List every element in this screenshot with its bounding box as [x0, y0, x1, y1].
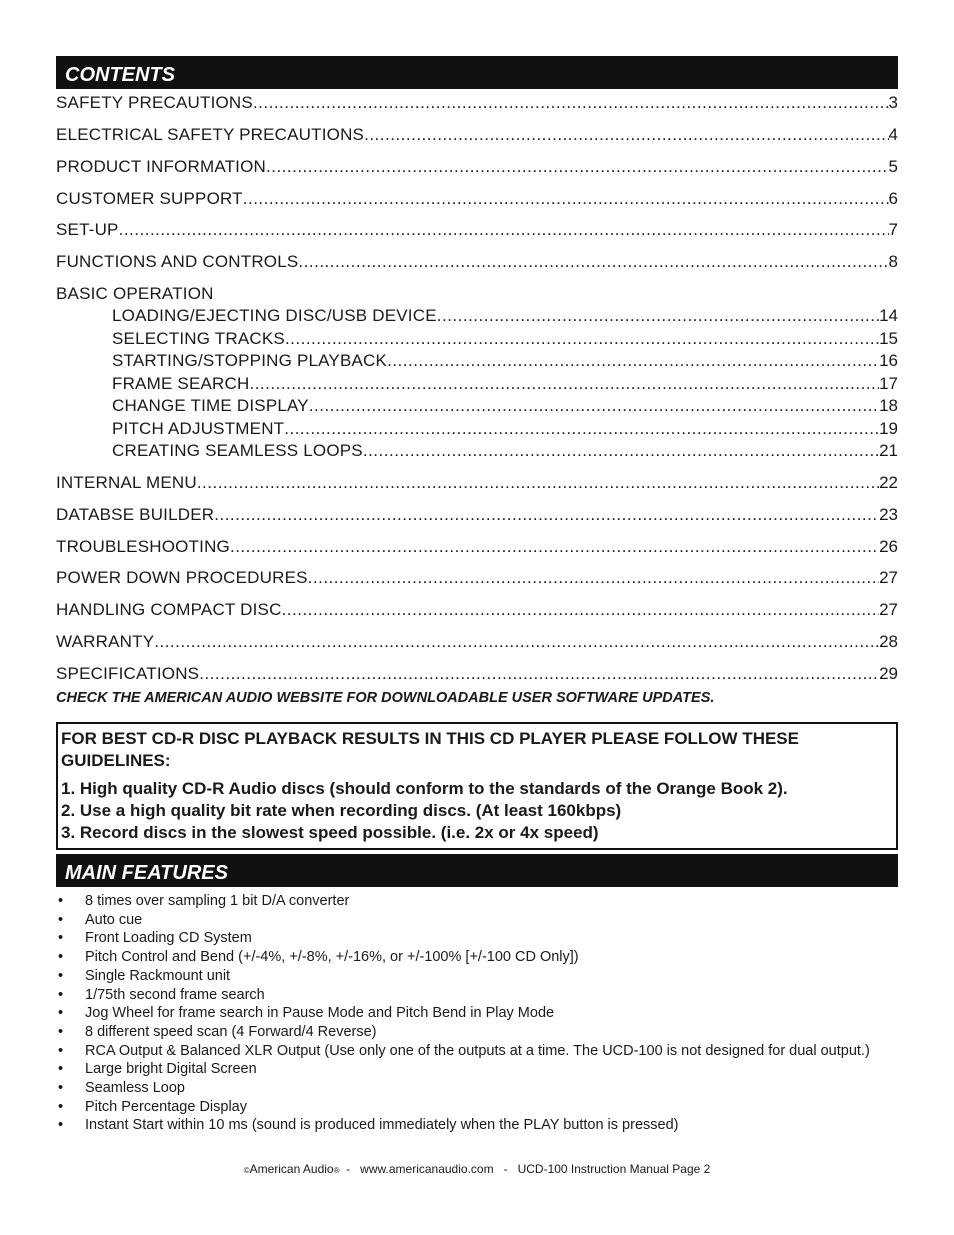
toc-label: BASIC OPERATION	[56, 284, 214, 303]
toc-entry[interactable]	[56, 473, 898, 493]
feature-text: Pitch Percentage Display	[85, 1098, 247, 1115]
guidelines-heading-line1: FOR BEST CD-R DISC PLAYBACK RESULTS IN THIS CD PLAYER PLEASE FOLLOW THESE	[61, 729, 799, 748]
feature-text: Instant Start within 10 ms (sound is produced immediately when the PLAY button is pressed)	[85, 1117, 679, 1134]
toc-page: 22	[879, 473, 898, 492]
toc-subentry[interactable]	[112, 419, 898, 439]
bullet-icon: •	[58, 1005, 64, 1022]
toc-page: 3	[888, 93, 898, 112]
feature-text: Jog Wheel for frame search in Pause Mode and Pitch Bend in Play Mode	[85, 1005, 555, 1022]
toc-leader	[308, 568, 879, 588]
toc-entry[interactable]	[56, 568, 898, 588]
bullet-icon: •	[58, 1080, 64, 1097]
toc-page: 6	[888, 189, 898, 208]
toc-leader	[154, 632, 879, 652]
toc-label: CUSTOMER SUPPORT	[56, 189, 243, 208]
list-item	[56, 1116, 898, 1135]
toc-label: CREATING SEAMLESS LOOPS	[112, 441, 363, 460]
bullet-icon: •	[58, 911, 64, 928]
guideline-item: 1. High quality CD-R Audio discs (should conform to the standards of the Orange Book 2).	[61, 779, 788, 798]
toc-page: 7	[888, 220, 898, 239]
toc-leader	[387, 351, 879, 371]
toc-leader	[214, 505, 879, 525]
bullet-icon: •	[58, 893, 64, 909]
feature-text: RCA Output & Balanced XLR Output (Use only one of the outputs at a time. The UCD-100 is not designed for dual output.)	[85, 1042, 870, 1059]
toc-entry[interactable]	[56, 600, 898, 620]
feature-text: 8 different speed scan (4 Forward/4 Reverse)	[85, 1023, 377, 1040]
toc-entry[interactable]	[56, 505, 898, 525]
feature-text: Auto cue	[85, 911, 143, 928]
cdr-guidelines-box	[56, 722, 898, 850]
bullet-icon: •	[58, 1023, 64, 1040]
feature-text: 1/75th second frame search	[85, 986, 265, 1003]
toc-label: ELECTRICAL SAFETY PRECAUTIONS	[56, 125, 365, 144]
toc-page: 18	[879, 396, 898, 415]
toc-label: INTERNAL MENU	[56, 473, 197, 492]
toc-page: 26	[879, 537, 898, 556]
feature-text: Front Loading CD System	[85, 930, 252, 947]
footer-text: - www.americanaudio.com - UCD-100 Instruction Manual Page 2	[339, 1162, 711, 1176]
toc-leader	[437, 306, 879, 326]
toc-entry[interactable]	[56, 664, 898, 684]
toc-label: SAFETY PRECAUTIONS	[56, 93, 253, 112]
page-footer	[0, 1162, 954, 1176]
bullet-icon: •	[58, 1117, 64, 1134]
toc-leader	[298, 252, 888, 272]
toc-entry[interactable]	[56, 252, 898, 272]
toc-leader	[282, 600, 880, 620]
bullet-icon: •	[58, 930, 64, 947]
list-item	[56, 1023, 898, 1042]
features-list	[56, 892, 898, 1135]
toc-label: FUNCTIONS AND CONTROLS	[56, 252, 299, 271]
software-update-notice: CHECK THE AMERICAN AUDIO WEBSITE FOR DOWNLOADABLE USER SOFTWARE UPDATES.	[56, 690, 715, 706]
main-features-header	[56, 854, 898, 887]
list-item	[56, 967, 898, 986]
toc-page: 17	[879, 374, 898, 393]
feature-text: Pitch Control and Bend (+/-4%, +/-8%, +/-16%, or +/-100% [+/-100 CD Only])	[85, 949, 579, 966]
guideline-item: 2. Use a high quality bit rate when recording discs. (At least 160kbps)	[61, 801, 622, 820]
toc-label: SELECTING TRACKS	[112, 329, 285, 348]
bullet-icon: •	[58, 1061, 64, 1078]
toc-label: POWER DOWN PROCEDURES	[56, 568, 308, 587]
list-item	[56, 1060, 898, 1079]
toc-leader	[253, 93, 889, 113]
toc-entry[interactable]	[56, 157, 898, 177]
toc-label: CHANGE TIME DISPLAY	[112, 396, 309, 415]
toc-section-heading	[56, 284, 898, 304]
toc-page: 29	[879, 664, 898, 683]
toc-label: HANDLING COMPACT DISC	[56, 600, 282, 619]
list-item	[56, 1042, 898, 1061]
toc-page: 27	[879, 568, 898, 587]
toc-label: FRAME SEARCH	[112, 374, 250, 393]
toc-page: 23	[879, 505, 898, 524]
toc-label: SPECIFICATIONS	[56, 664, 200, 683]
list-item	[56, 892, 898, 911]
guideline-item: 3. Record discs in the slowest speed possible. (i.e. 2x or 4x speed)	[61, 823, 599, 842]
toc-page: 21	[879, 441, 898, 460]
list-item	[56, 911, 898, 930]
toc-page: 4	[888, 125, 898, 144]
toc-leader	[197, 473, 879, 493]
registered-symbol: ®	[333, 1166, 340, 1175]
toc-leader	[249, 374, 879, 394]
toc-leader	[230, 537, 879, 557]
feature-text: Large bright Digital Screen	[85, 1061, 257, 1078]
toc-leader	[266, 157, 889, 177]
toc-subentry[interactable]	[112, 351, 898, 371]
toc-entry[interactable]	[56, 189, 898, 209]
toc-page: 16	[879, 351, 898, 370]
toc-label: PITCH ADJUSTMENT	[112, 419, 285, 438]
toc-page: 8	[888, 252, 898, 271]
toc-label: PRODUCT INFORMATION	[56, 157, 266, 176]
list-item	[56, 948, 898, 967]
toc-leader	[284, 419, 879, 439]
feature-text: 8 times over sampling 1 bit D/A converter	[85, 893, 350, 909]
toc-entry[interactable]	[56, 537, 898, 557]
toc-entry[interactable]	[56, 125, 898, 145]
toc-leader	[364, 125, 888, 145]
toc-leader	[363, 441, 879, 461]
toc-subentry[interactable]	[112, 396, 898, 416]
copyright-symbol: ©	[243, 1166, 250, 1175]
toc-subentry[interactable]	[112, 374, 898, 394]
guidelines-heading-line2: GUIDELINES:	[61, 751, 171, 770]
bullet-icon: •	[58, 1098, 64, 1115]
list-item	[56, 1079, 898, 1098]
contents-header	[56, 56, 898, 89]
toc-label: SET-UP	[56, 220, 119, 239]
bullet-icon: •	[58, 967, 64, 984]
toc-page: 14	[879, 306, 898, 325]
toc-page: 27	[879, 600, 898, 619]
contents-title: CONTENTS	[65, 64, 175, 86]
feature-text: Seamless Loop	[85, 1080, 185, 1097]
toc-subentry[interactable]	[112, 329, 898, 349]
toc-label: LOADING/EJECTING DISC/USB DEVICE	[112, 306, 437, 325]
toc-page: 5	[888, 157, 898, 176]
toc-label: WARRANTY	[56, 632, 155, 651]
bullet-icon: •	[58, 949, 64, 966]
toc-page: 28	[879, 632, 898, 651]
list-item	[56, 1004, 898, 1023]
main-features-title: MAIN FEATURES	[65, 862, 228, 884]
bullet-icon: •	[58, 1042, 64, 1059]
toc-label: DATABSE BUILDER	[56, 505, 215, 524]
toc-leader	[119, 220, 889, 240]
toc-leader	[199, 664, 879, 684]
list-item	[56, 1098, 898, 1117]
toc-entry[interactable]	[56, 220, 898, 240]
toc-leader	[309, 396, 879, 416]
toc-entry[interactable]	[56, 632, 898, 652]
bullet-icon: •	[58, 986, 64, 1003]
toc-subentry[interactable]	[112, 306, 898, 326]
feature-text: Single Rackmount unit	[85, 967, 231, 984]
toc-page: 15	[879, 329, 898, 348]
toc-subentry[interactable]	[112, 441, 898, 461]
list-item	[56, 986, 898, 1005]
toc-page: 19	[879, 419, 898, 438]
list-item	[56, 929, 898, 948]
toc-label: TROUBLESHOOTING	[56, 537, 230, 556]
toc-entry[interactable]	[56, 93, 898, 113]
toc-leader	[243, 189, 889, 209]
footer-brand: American Audio	[249, 1162, 334, 1176]
toc-leader	[285, 329, 879, 349]
toc-label: STARTING/STOPPING PLAYBACK	[112, 351, 388, 370]
